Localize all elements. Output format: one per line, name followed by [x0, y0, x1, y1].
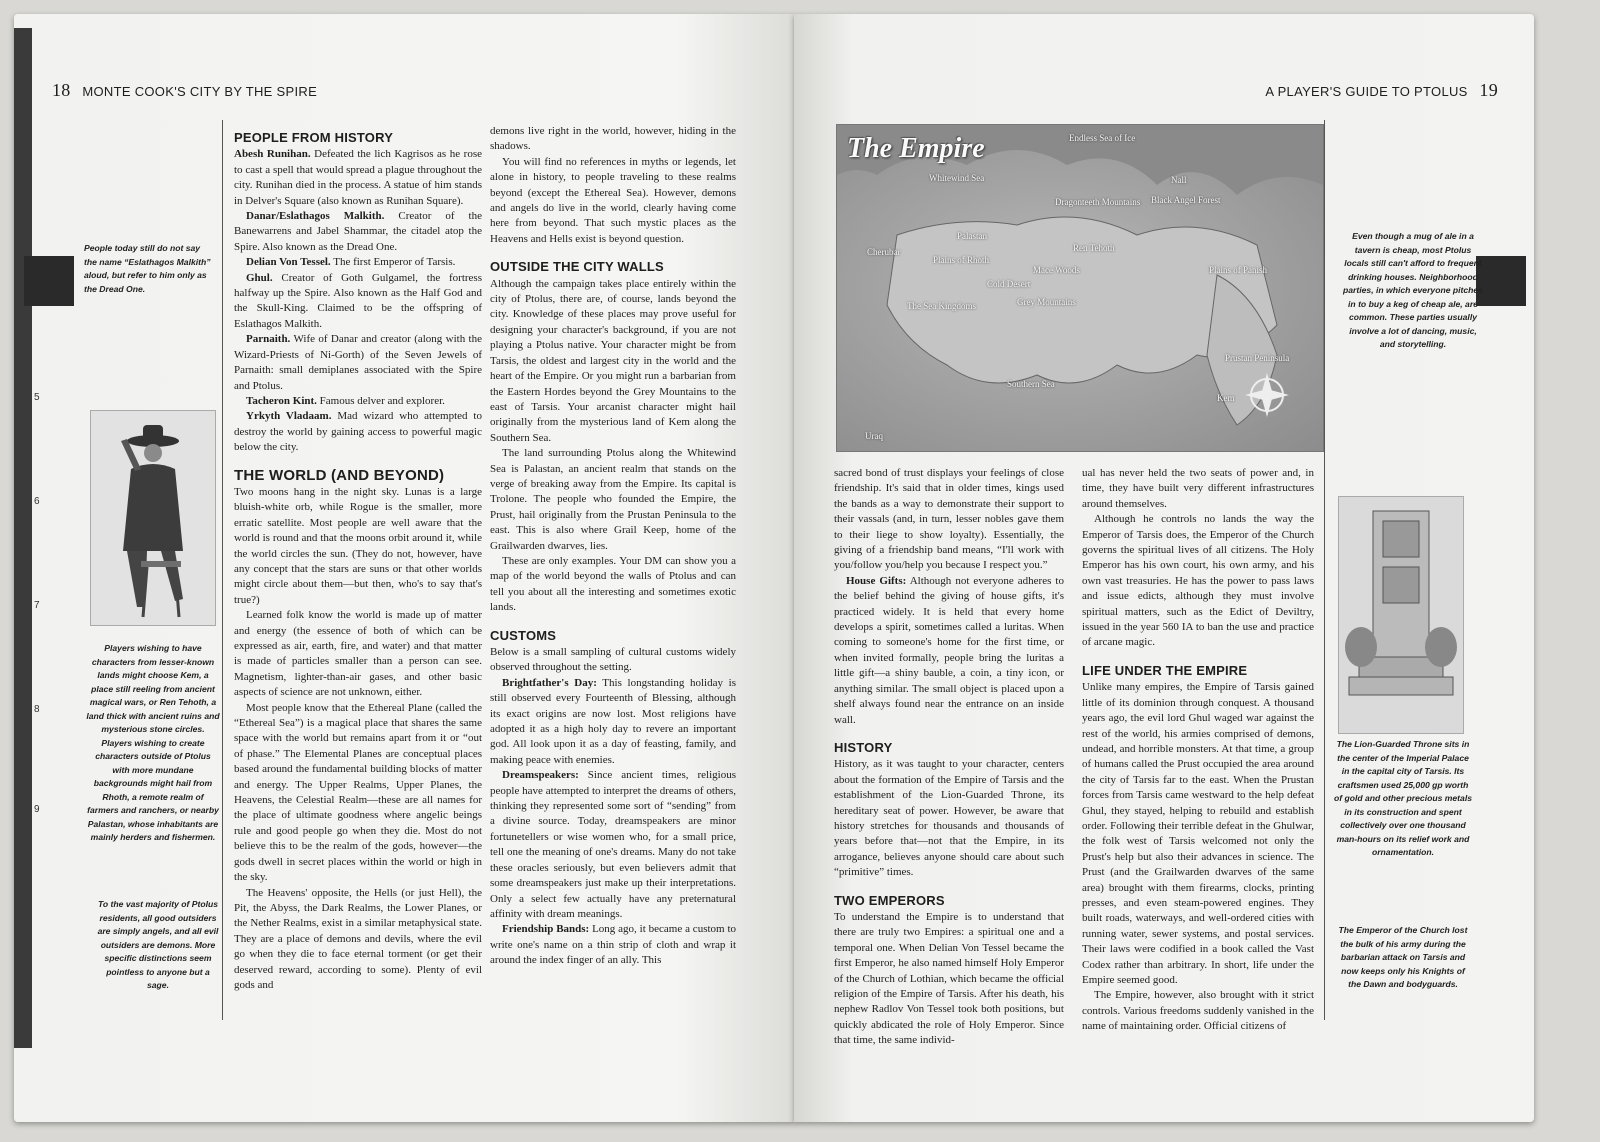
paragraph: sacred bond of trust displays your feelings of close friendship. It's said that in older times, kings used the bands as a way to demonstrate their support to their vassals (and, in turn, lesser nobles gave them to their liege to show loyalty). Essentially, the giving of a friendship band means, “I'll work with you/follow you/help you because I respect you.” [834, 467, 1064, 572]
left-page [14, 14, 794, 1122]
section-heading: THE WORLD (AND BEYOND) [234, 466, 445, 484]
paragraph: House Gifts: Although not everyone adheres to the belief behind the giving of house gifts, it's practiced widely. It is held that every home develops a spirit, sometimes called a luritas. When coming to someone's home for the first time, or when invited formally, people bring the luritas a little gift—a shiny bauble, a coin, a tiny icon, or anything similar. The small object is placed upon a shelf always found near the entrance on an inside wall. [834, 574, 1064, 726]
edge-mark: 6 [34, 496, 40, 507]
sidebar-note: Players wishing to have characters from lesser-known lands might choose Kem, a place still reeling from ancient magical wars, or Ren Tehoth, a land thick with ancient ruins and mysterious stone circles. Players wishing to create characters outside of Ptolus with more mundane backgrounds might hail from Rhoth, a remote realm of farmers and ranchers, or nearby Palastan, whose inhabitants are mainly herders and fishermen. [86, 643, 220, 842]
paragraph: Although he controls no lands the way the Emperor of Tarsis does, the Emperor of the Church governs the spiritual lives of all citizens. The Holy Emperor has his own court, his own army, and his own vast treasuries. He has the power to pass laws and issue edicts, although they must involve spiritual matters, such as the Edict of Deviltry, issued in the year 560 IA to ban the use and practice of arcane magic. [1082, 513, 1314, 649]
map-label: Prustan Peninsula [1225, 353, 1290, 363]
map-label: Black Angel Forest [1151, 195, 1221, 205]
figure-drawing-icon [91, 411, 215, 625]
text-column [234, 124, 482, 993]
column-rule [1324, 120, 1325, 1020]
paragraph: The Heavens' opposite, the Hells (or just Hell), the Pit, the Abyss, the Dark Realms, the Lower Planes, or the Nether Realms, exist in a similar metaphysical state. They are a place of demons and devils, where the evil go when they die to face eternal torment (or get their deserved reward, according to some). Plenty of evil gods and [234, 886, 482, 991]
text-column [1082, 466, 1314, 1035]
map-label: Endless Sea of Ice [1069, 133, 1136, 143]
paragraph: demons live right in the world, however, hiding in the shadows. [490, 125, 736, 153]
page-edge-ruler [14, 28, 32, 1048]
paragraph: Delian Von Tessel. The first Emperor of Tarsis. [246, 256, 456, 269]
map-label: Whitewind Sea [929, 173, 985, 183]
sidebar-note: To the vast majority of Ptolus residents, all good outsiders are simply angels, and all evil outsiders are demons. More specific distinctions seem pointless to anyone but a sage. [97, 899, 219, 990]
running-head [1265, 80, 1498, 101]
edge-mark: 7 [34, 600, 40, 611]
paragraph: Danar/Eslathagos Malkith. Creator of the Banewarrens and Jabel Shammar, the citadel atop the Spire. Also known as the Dread One. [234, 210, 482, 253]
character-illustration [90, 410, 216, 626]
paragraph: These are only examples. Your DM can show you a map of the world beyond the walls of Ptolus and can tell you about all the interesting and sometimes exotic lands. [490, 554, 736, 614]
section-heading: OUTSIDE THE CITY WALLS [490, 259, 664, 275]
map-label: Plains of Panish [1209, 265, 1268, 275]
paragraph: Tacheron Kint. Famous delver and explorer. [246, 394, 445, 407]
map-label: Palastan [957, 231, 987, 241]
throne-drawing-icon [1339, 497, 1463, 733]
section-heading: HISTORY [834, 739, 893, 755]
paragraph: Dreamspeakers: Since ancient times, religious people have attempted to interpret the dreams of others, thinking they represented some sort of “sending” from a divine source. Today, dreamspeakers are minor fortunetellers or wise women who, for a small price, tell one the meaning of one's dreams. Many do not take these oracles seriously, but even believers admit that some dreamspeakers just make up their interpretations. Only a select few actually have any preternatural affinity with dream meanings. [490, 769, 736, 920]
map-label: Nall [1171, 175, 1187, 185]
paragraph: History, as it was taught to your character, centers about the formation of the Empire of Tarsis and the establishment of the Lion-Guarded Throne, its hereditary seat of power. However, be aware that history stretches for thousands and thousands of years before that—not that the Empire, in its arrogance, believes anyone should care about such “primitive” times. [834, 758, 1064, 879]
page-number: 19 [1479, 80, 1498, 100]
page-number: 18 [52, 80, 71, 100]
map-label: Plains of Rhoth [933, 255, 990, 265]
sidebar-note: People today still do not say the name “Eslathagos Malkith” aloud, but refer to him only as the Dread One. [84, 243, 211, 294]
image-caption: The Emperor of the Church lost the bulk of his army during the barbarian attack on Tarsis and now keeps only his Knights of the Dawn and bodyguards. [1338, 925, 1468, 989]
map-label: Southern Sea [1007, 379, 1055, 389]
map-label: Cold Desert [987, 279, 1031, 289]
map-title: The Empire [847, 133, 985, 164]
map-terrain-icon [837, 125, 1323, 451]
running-head-title: A PLAYER'S GUIDE TO PTOLUS [1265, 84, 1468, 99]
edge-mark: 5 [34, 392, 40, 403]
image-caption: The Lion-Guarded Throne sits in the center of the Imperial Palace in the capital city of Tarsis. Its craftsmen used 25,000 gp worth of gold and other precious metals in its construction and spent collectively over one thousand man-hours on its relief work and ornamentation. [1334, 739, 1472, 857]
map-label: Uraq [865, 431, 883, 441]
paragraph: Learned folk know the world is made up of matter and energy (the essence of both of which can be expressed as air, earth, fire, and water) and that matter is made of particles smaller than a person can see. Magnetism, lighter-than-air gases, and other basic aspects of science are not unknown, either. [234, 609, 482, 699]
paragraph: Yrkyth Vladaam. Mad wizard who attempted to destroy the world by gaining access to powerful magic below the city. [234, 410, 482, 454]
paragraph: The land surrounding Ptolus along the Whitewind Sea is Palastan, an ancient realm that stands on the verge of breaking away from the Empire. Its capital is Trolone. The people who founded the Empire, the Prust, hail originally from the Prustan Peninsula to the east. This is also where Grail Keep, home of the Grailwarden dwarves, lies. [490, 447, 736, 552]
text-column [834, 466, 1064, 1049]
running-head-title: MONTE COOK'S CITY BY THE SPIRE [82, 84, 318, 99]
map-label: Ren Tehoth [1073, 243, 1115, 253]
map-label: Grey Mountains [1017, 297, 1076, 307]
paragraph: ual has never held the two seats of power and, in time, they have built very different infrastructures around themselves. [1082, 467, 1314, 510]
throne-illustration [1338, 496, 1464, 734]
empire-map [836, 124, 1324, 452]
map-label: Dragonteeth Mountains [1055, 197, 1141, 207]
map-label: The Sea Kingdoms [907, 301, 976, 311]
thumb-tab [24, 256, 74, 306]
text-column [490, 124, 736, 969]
paragraph: Two moons hang in the night sky. Lunas is a large bluish-white orb, while Rogue is the smaller, more erratic satellite. Most people are well aware that the world is round and that the moons orbit around it, while the world circles the sun. (They do not, however, have any concept that the stars are suns or that other worlds might circle about them—but then, who's to say that's true?) [234, 485, 482, 606]
paragraph: Friendship Bands: Long ago, it became a custom to write one's name on a thin strip of cloth and wrap it around the index finger of an ally. This [490, 923, 736, 967]
section-heading: LIFE UNDER THE EMPIRE [1082, 662, 1248, 678]
column-rule [222, 120, 223, 1020]
section-heading: CUSTOMS [490, 627, 557, 643]
section-heading: TWO EMPERORS [834, 892, 945, 908]
paragraph: Unlike many empires, the Empire of Tarsis gained little of its dominion through conquest. A thousand years ago, the evil lord Ghul waged war against the rest of the world, his armies comprised of demons, undead, and horrible monsters. At that time, a group of humans called the Prust occupied the area around the city of Tarsis far to the east. When the Prustan forces from Tarsis came westward to the help defeat Ghul, they stayed, helping to rebuild and establish order. Following their terrible defeat in the Ghulwar, the folk west of Tarsis welcomed not only the Prust's help but also their advances in science. The Prust (and the Grailwarden dwarves of the same area) brought with them firearms, clocks, printing presses, and even steam-powered engines. They built roads, waterways, and well-ordered cities with running water, sewer systems, and postal services. Their laws were codified in a book called the Vast Codex rather than arbitrary. In short, life under the Empire seemed good. [1082, 681, 1314, 986]
paragraph: Parnaith. Wife of Danar and creator (along with the Wizard-Priests of Ni-Gorth) of the Seven Jewels of Parnaith: small demiplanes associated with the Spire and Ptolus. [234, 333, 482, 392]
running-head [52, 80, 317, 101]
map-label: Mace Woods [1033, 265, 1080, 275]
map-label: Cherubar [867, 247, 901, 257]
sidebar-note: Even though a mug of ale in a tavern is cheap, most Ptolus locals still can't afford to frequent drinking houses. Neighborhood parties, in which everyone pitches in to buy a keg of cheap ale, are common. These parties usually involve a lot of dancing, music, and storytelling. [1343, 231, 1483, 349]
edge-mark: 9 [34, 804, 40, 815]
paragraph: To understand the Empire is to understand that there are truly two Empires: a spiritual one and a temporal one. When Delian Von Tessel became the first Emperor, he also named himself Holy Emperor of the Church of Lothian, which became the official religion of the Empire of Tarsis. After his death, his nephew Radlov Von Tessel took both positions, but quickly abdicated the role of Holy Emperor. Since that time, the same individ- [834, 910, 1064, 1047]
paragraph: Ghul. Creator of Goth Gulgamel, the fortress halfway up the Spire. Also known as the Half God and the Skull-King. Claimed to be the offspring of Eslathagos Malkith. [234, 271, 482, 330]
paragraph: Most people know that the Ethereal Plane (called the “Ethereal Sea”) is a magical place that shares the same space with the world but remains apart from it or “out of phase.” The Elemental Planes are conceptual places based around the fundamental building blocks of matter and energy. The Upper Realms, Upper Planes, the Heavens, the Celestial Realm—these are all names for the place of ultimate goodness where angelic beings rule and good people go when they die. Most do not believe this to be the realm of the gods, however—the gods dwell in secret places within the world or high in the sky. [234, 701, 482, 884]
right-page [794, 14, 1534, 1122]
map-label: Kem [1217, 393, 1235, 403]
paragraph: Below is a small sampling of cultural customs widely observed throughout the setting. [490, 646, 736, 674]
paragraph: Brightfather's Day: This longstanding holiday is still observed every Fourteenth of Blessing, although its exact origins are now lost. Most religions have adopted it as a high holy day to revere an important god. All look upon it as a day of feasting, family, and making peace with enemies. [490, 676, 736, 766]
section-heading: PEOPLE FROM HISTORY [234, 130, 394, 145]
edge-mark: 8 [34, 704, 40, 715]
paragraph: Although the campaign takes place entirely within the city of Ptolus, there are, of course, lands beyond the city. Knowledge of these places may prove useful for designing your character's background, if you are not playing a Ptolus native. Your character might be from Tarsis, the oldest and largest city in the world and the heart of the Empire. Or you might run a barbarian from the Eastern Hordes beyond the Grey Mountains to the east of Tarsis. Your arcanist character might hail originally from the mysterious land of Kem along the Southern Sea. [490, 277, 736, 444]
paragraph: The Empire, however, also brought with it strict controls. Various freedoms suddenly vanished in the name of maintaining order. Official citizens of [1082, 989, 1314, 1033]
paragraph: Abesh Runihan. Defeated the lich Kagrisos as he rose to cast a spell that would spread a plague throughout the city. Runihan died in the process. A statue of him stands in Delver's Square (also known as Runihan Square). [234, 148, 482, 207]
paragraph: You will find no references in myths or legends, let alone in history, to people traveling to these realms beyond (except the Ethereal Sea). However, demons and angels do live in the world, clearly having come here from beyond. That such mystic places as the Heavens and Hells exist is beyond question. [490, 155, 736, 245]
